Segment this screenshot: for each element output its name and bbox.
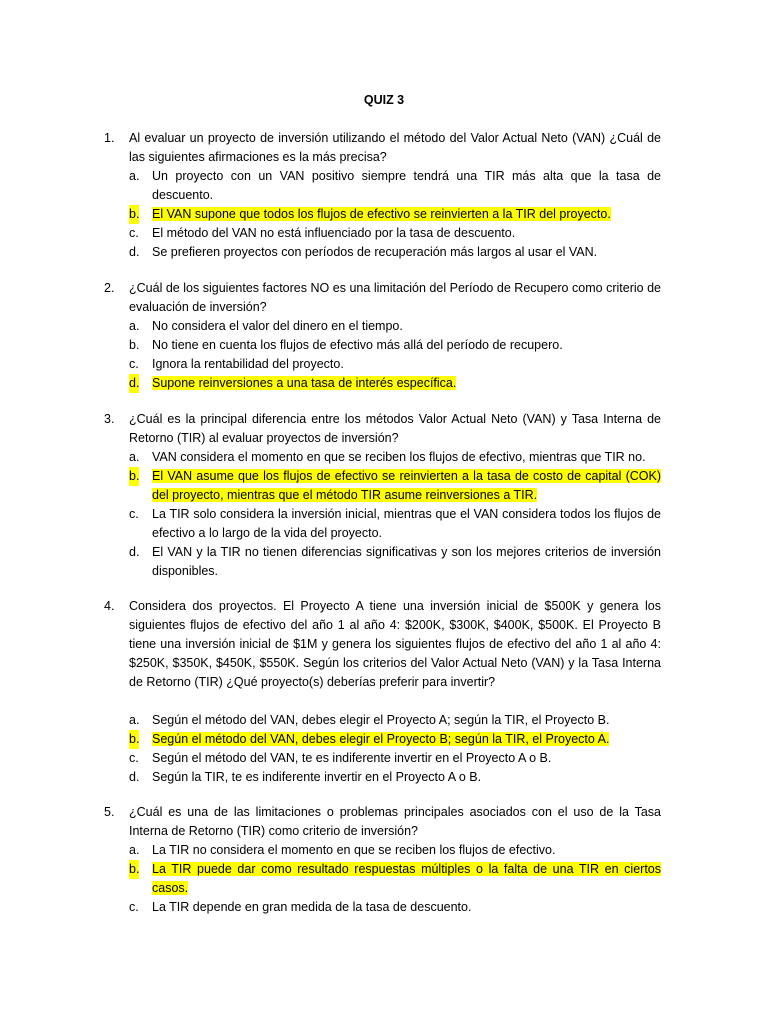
question-text: Considera dos proyectos. El Proyecto A tiene una inversión inicial de $500K y genera los siguientes flujos de efectivo del año 1 al año 4: $200K, $300K, $400K, $500K. El Proyecto B tiene una inversión inicial de $1M y genera los siguientes flujos de efectivo del año 1 al año 4: $250K, $350K, $450K, $550K. Según los criterios del Valor Actual Neto (VAN) y la Tasa Interna de Retorno (TIR) ¿Qué proyecto(s) deberías preferir para invertir? <box>129 599 661 689</box>
option-letter: c. <box>129 751 139 765</box>
highlighted-option-text: Según el método del VAN, debes elegir el Proyecto B; según la TIR, el Proyecto A. <box>152 732 610 746</box>
option-letter: d. <box>129 374 139 393</box>
option-d <box>104 243 661 262</box>
option-b <box>104 336 661 355</box>
options-list <box>104 317 661 393</box>
option-text: La TIR solo considera la inversión inicial, mientras que el VAN considera todos los flujos de efectivo a lo largo de la vida del proyecto. <box>152 507 661 540</box>
option-a <box>104 317 661 336</box>
option-d <box>104 768 661 787</box>
option-text: No considera el valor del dinero en el tiempo. <box>152 319 403 333</box>
option-text: Según el método del VAN, debes elegir el Proyecto A; según la TIR, el Proyecto B. <box>152 713 610 727</box>
option-text: La TIR depende en gran medida de la tasa de descuento. <box>152 900 472 914</box>
question-4-stem <box>104 597 661 692</box>
option-text: VAN considera el momento en que se reciben los flujos de efectivo, mientras que TIR no. <box>152 450 646 464</box>
options-list <box>104 711 661 787</box>
option-text: Se prefieren proyectos con períodos de recuperación más largos al usar el VAN. <box>152 245 598 259</box>
option-text: Según el método del VAN, te es indiferente invertir en el Proyecto A o B. <box>152 751 552 765</box>
option-b-correct <box>104 467 661 505</box>
option-letter: d. <box>129 245 140 259</box>
option-a <box>104 448 661 467</box>
options-list <box>104 167 661 262</box>
option-b-correct <box>104 730 661 749</box>
option-letter: a. <box>129 843 140 857</box>
question-number: 4. <box>104 599 115 613</box>
option-a <box>104 841 661 860</box>
question-text: Al evaluar un proyecto de inversión utilizando el método del Valor Actual Neto (VAN) ¿Cuál de las siguientes afirmaciones es la más precisa? <box>129 131 661 164</box>
question-2 <box>104 279 661 393</box>
option-letter: a. <box>129 713 140 727</box>
question-text: ¿Cuál es la principal diferencia entre los métodos Valor Actual Neto (VAN) y Tasa Interna de Retorno (TIR) al evaluar proyectos de inversión? <box>129 412 661 445</box>
option-letter: d. <box>129 770 140 784</box>
question-number: 2. <box>104 281 115 295</box>
highlighted-option-text: El VAN supone que todos los flujos de efectivo se reinvierten a la TIR del proyecto. <box>152 207 611 221</box>
option-letter: b. <box>129 860 139 879</box>
quiz-title: QUIZ 3 <box>363 93 405 107</box>
highlighted-option-text: El VAN asume que los flujos de efectivo se reinvierten a la tasa de costo de capital (COK) del proyecto, mientras que el método TIR asume reinversiones a TIR. <box>152 469 661 502</box>
question-3-stem <box>104 410 661 448</box>
option-d-correct <box>104 374 661 393</box>
question-number: 1. <box>104 131 115 145</box>
question-2-stem <box>104 279 661 317</box>
option-letter: c. <box>129 357 139 371</box>
option-text: Según la TIR, te es indiferente invertir en el Proyecto A o B. <box>152 770 482 784</box>
question-number: 5. <box>104 805 115 819</box>
question-3 <box>104 410 661 581</box>
option-a <box>104 167 661 205</box>
question-4 <box>104 597 661 787</box>
option-c <box>104 224 661 243</box>
option-letter: c. <box>129 507 139 521</box>
option-b-correct <box>104 860 661 898</box>
options-list <box>104 841 661 917</box>
question-number: 3. <box>104 412 115 426</box>
option-b-correct <box>104 205 661 224</box>
option-letter: b. <box>129 467 139 486</box>
option-d <box>104 543 661 581</box>
question-text: ¿Cuál es una de las limitaciones o problemas principales asociados con el uso de la Tasa Interna de Retorno (TIR) como criterio de inversión? <box>129 805 661 838</box>
option-text: El VAN y la TIR no tienen diferencias significativas y son los mejores criterios de inversión disponibles. <box>152 545 661 578</box>
question-5-stem <box>104 803 661 841</box>
option-letter: b. <box>129 730 139 749</box>
option-text: No tiene en cuenta los flujos de efectivo más allá del período de recupero. <box>152 338 563 352</box>
option-text: Un proyecto con un VAN positivo siempre tendrá una TIR más alta que la tasa de descuento. <box>152 169 661 202</box>
highlighted-option-text: La TIR puede dar como resultado respuestas múltiples o la falta de una TIR en ciertos casos. <box>152 862 661 895</box>
option-letter: b. <box>129 205 139 224</box>
question-5 <box>104 803 661 917</box>
option-letter: a. <box>129 169 140 183</box>
option-letter: c. <box>129 900 139 914</box>
option-letter: d. <box>129 545 140 559</box>
question-text: ¿Cuál de los siguientes factores NO es una limitación del Período de Recupero como criterio de evaluación de inversión? <box>129 281 661 314</box>
option-text: La TIR no considera el momento en que se reciben los flujos de efectivo. <box>152 843 556 857</box>
option-letter: a. <box>129 319 140 333</box>
option-text: Ignora la rentabilidad del proyecto. <box>152 357 344 371</box>
option-a <box>104 711 661 730</box>
highlighted-option-text: Supone reinversiones a una tasa de interés específica. <box>152 376 457 390</box>
question-1 <box>104 129 661 262</box>
option-c <box>104 898 661 917</box>
option-letter: c. <box>129 226 139 240</box>
option-text: El método del VAN no está influenciado por la tasa de descuento. <box>152 226 516 240</box>
question-1-stem <box>104 129 661 167</box>
option-c <box>104 749 661 768</box>
option-letter: b. <box>129 338 140 352</box>
option-c <box>104 355 661 374</box>
option-c <box>104 505 661 543</box>
options-list <box>104 448 661 581</box>
option-letter: a. <box>129 450 140 464</box>
